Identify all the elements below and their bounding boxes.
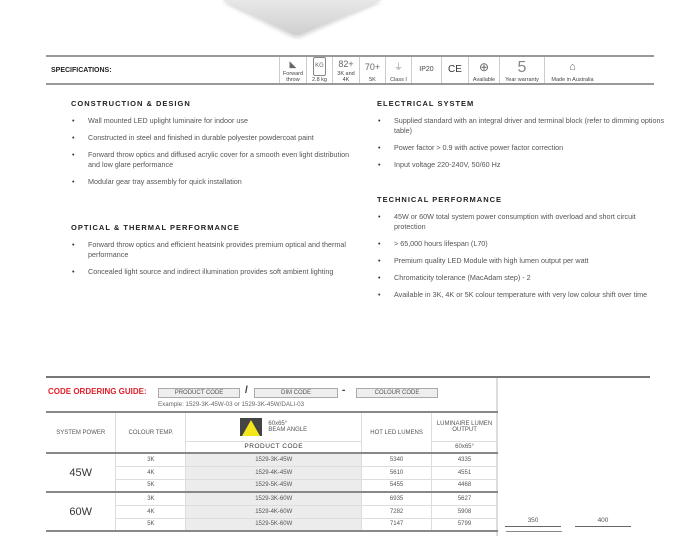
specifications-bar bbox=[46, 55, 654, 85]
technical-performance-section bbox=[377, 195, 667, 307]
list-item: • Concealed light source and indirect illumination provides soft ambient lighting bbox=[71, 267, 361, 277]
list-item: • Premium quality LED Module with high lumen output per watt bbox=[377, 256, 667, 266]
header-beam-angle: 60x65° BEAM ANGLE bbox=[186, 412, 362, 441]
list-item: • Available in 3K, 4K or 5K colour temperature with very low colour shift over time bbox=[377, 290, 667, 300]
dimension-350: 350 bbox=[505, 517, 561, 527]
power-cell: 60W bbox=[46, 492, 116, 531]
section-heading: TECHNICAL PERFORMANCE bbox=[377, 195, 503, 204]
list-item: • Wall mounted LED uplight luminaire for indoor use bbox=[71, 116, 361, 126]
list-item: • Forward throw optics and diffused acrylic cover for a smooth even light distribution and low glare performance bbox=[71, 150, 361, 170]
australia-icon: ⌂ Made in Australia bbox=[544, 57, 600, 83]
cri-82-icon: 82+ 3K and 4K bbox=[332, 57, 359, 83]
product-code-cell: 1529-4K-45W bbox=[186, 466, 362, 479]
list-item: • Power factor > 0.9 with active power factor correction bbox=[377, 143, 667, 153]
header-product-code: PRODUCT CODE bbox=[186, 441, 362, 453]
ip-rating: IP20 bbox=[411, 57, 441, 83]
table-row: 5K 1529-5K-45W 5455 4468 bbox=[46, 479, 498, 492]
class-i-icon: ⏚ Class I bbox=[385, 57, 411, 83]
list-item: • Modular gear tray assembly for quick installation bbox=[71, 177, 361, 187]
header-hot-led-lumens: HOT LED LUMENS bbox=[362, 412, 432, 453]
section-heading: ELECTRICAL SYSTEM bbox=[377, 99, 475, 108]
product-image bbox=[0, 0, 696, 50]
beam-angle-icon bbox=[240, 418, 262, 436]
optical-thermal-section bbox=[71, 223, 361, 284]
dim-code-box: DIM CODE bbox=[254, 388, 338, 398]
dimension-line bbox=[506, 531, 562, 532]
emergency-icon: ⊕ Available bbox=[468, 57, 499, 83]
code-ordering-guide bbox=[46, 376, 650, 408]
header-system-power: SYSTEM POWER bbox=[46, 412, 116, 453]
section-heading: CONSTRUCTION & DESIGN bbox=[71, 99, 191, 108]
dimension-400: 400 bbox=[575, 517, 631, 527]
list-item: • Supplied standard with an integral driver and terminal block (refer to dimming options table) bbox=[377, 116, 667, 136]
header-colour-temp: COLOUR TEMP. bbox=[116, 412, 186, 453]
table-row: 60W 3K 1529-3K-60W 6935 5627 bbox=[46, 492, 498, 505]
electrical-system-section bbox=[377, 99, 667, 177]
warranty-icon: 5 Year warranty bbox=[499, 57, 544, 83]
list-item: • > 65,000 hours lifespan (L70) bbox=[377, 239, 667, 249]
code-example: Example: 1529-3K-45W-03 or 1529-3K-45W/DALI-03 bbox=[158, 401, 305, 408]
construction-design-section bbox=[71, 99, 361, 194]
product-code-cell: 1529-3K-60W bbox=[186, 492, 362, 505]
ce-mark-icon: CE bbox=[441, 57, 468, 83]
section-heading: OPTICAL & THERMAL PERFORMANCE bbox=[71, 223, 240, 232]
list-item: • Chromaticity tolerance (MacAdam step) - 2 bbox=[377, 273, 667, 283]
product-code-cell: 1529-5K-60W bbox=[186, 518, 362, 531]
code-guide-title: CODE ORDERING GUIDE: bbox=[48, 387, 147, 396]
product-code-cell: 1529-5K-45W bbox=[186, 479, 362, 492]
list-item: • Input voltage 220-240V, 50/60 Hz bbox=[377, 160, 667, 170]
spec-icons bbox=[279, 57, 600, 83]
table-row: 45W 3K 1529-3K-45W 5340 4335 bbox=[46, 453, 498, 466]
weight-icon: KG 2.8 kg bbox=[306, 57, 332, 83]
list-item: • Forward throw optics and efficient heatsink provides premium optical and thermal performance bbox=[71, 240, 361, 260]
table-row: 5K 1529-5K-60W 7147 5799 bbox=[46, 518, 498, 531]
product-code-box: PRODUCT CODE bbox=[158, 388, 240, 398]
specifications-title: SPECIFICATIONS: bbox=[51, 67, 112, 74]
header-luminaire-output: LUMINAIRE LUMEN OUTPUT bbox=[432, 412, 498, 441]
forward-throw-icon: ◣ Forward throw bbox=[279, 57, 306, 83]
header-luminaire-output-sub: 60x65° bbox=[432, 441, 498, 453]
colour-code-box: COLOUR CODE bbox=[356, 388, 438, 398]
ordering-table bbox=[46, 411, 498, 532]
list-item: • 45W or 60W total system power consumption with overload and short circuit protection bbox=[377, 212, 667, 232]
dash-separator: - bbox=[342, 385, 346, 396]
table-row: 4K 1529-4K-45W 5610 4551 bbox=[46, 466, 498, 479]
product-code-cell: 1529-4K-60W bbox=[186, 505, 362, 518]
power-cell: 45W bbox=[46, 453, 116, 492]
table-row: 4K 1529-4K-60W 7282 5908 bbox=[46, 505, 498, 518]
cri-70-icon: 70+ 5K bbox=[359, 57, 385, 83]
product-code-cell: 1529-3K-45W bbox=[186, 453, 362, 466]
list-item: • Constructed in steel and finished in durable polyester powdercoat paint bbox=[71, 133, 361, 143]
slash-separator: / bbox=[245, 385, 248, 396]
